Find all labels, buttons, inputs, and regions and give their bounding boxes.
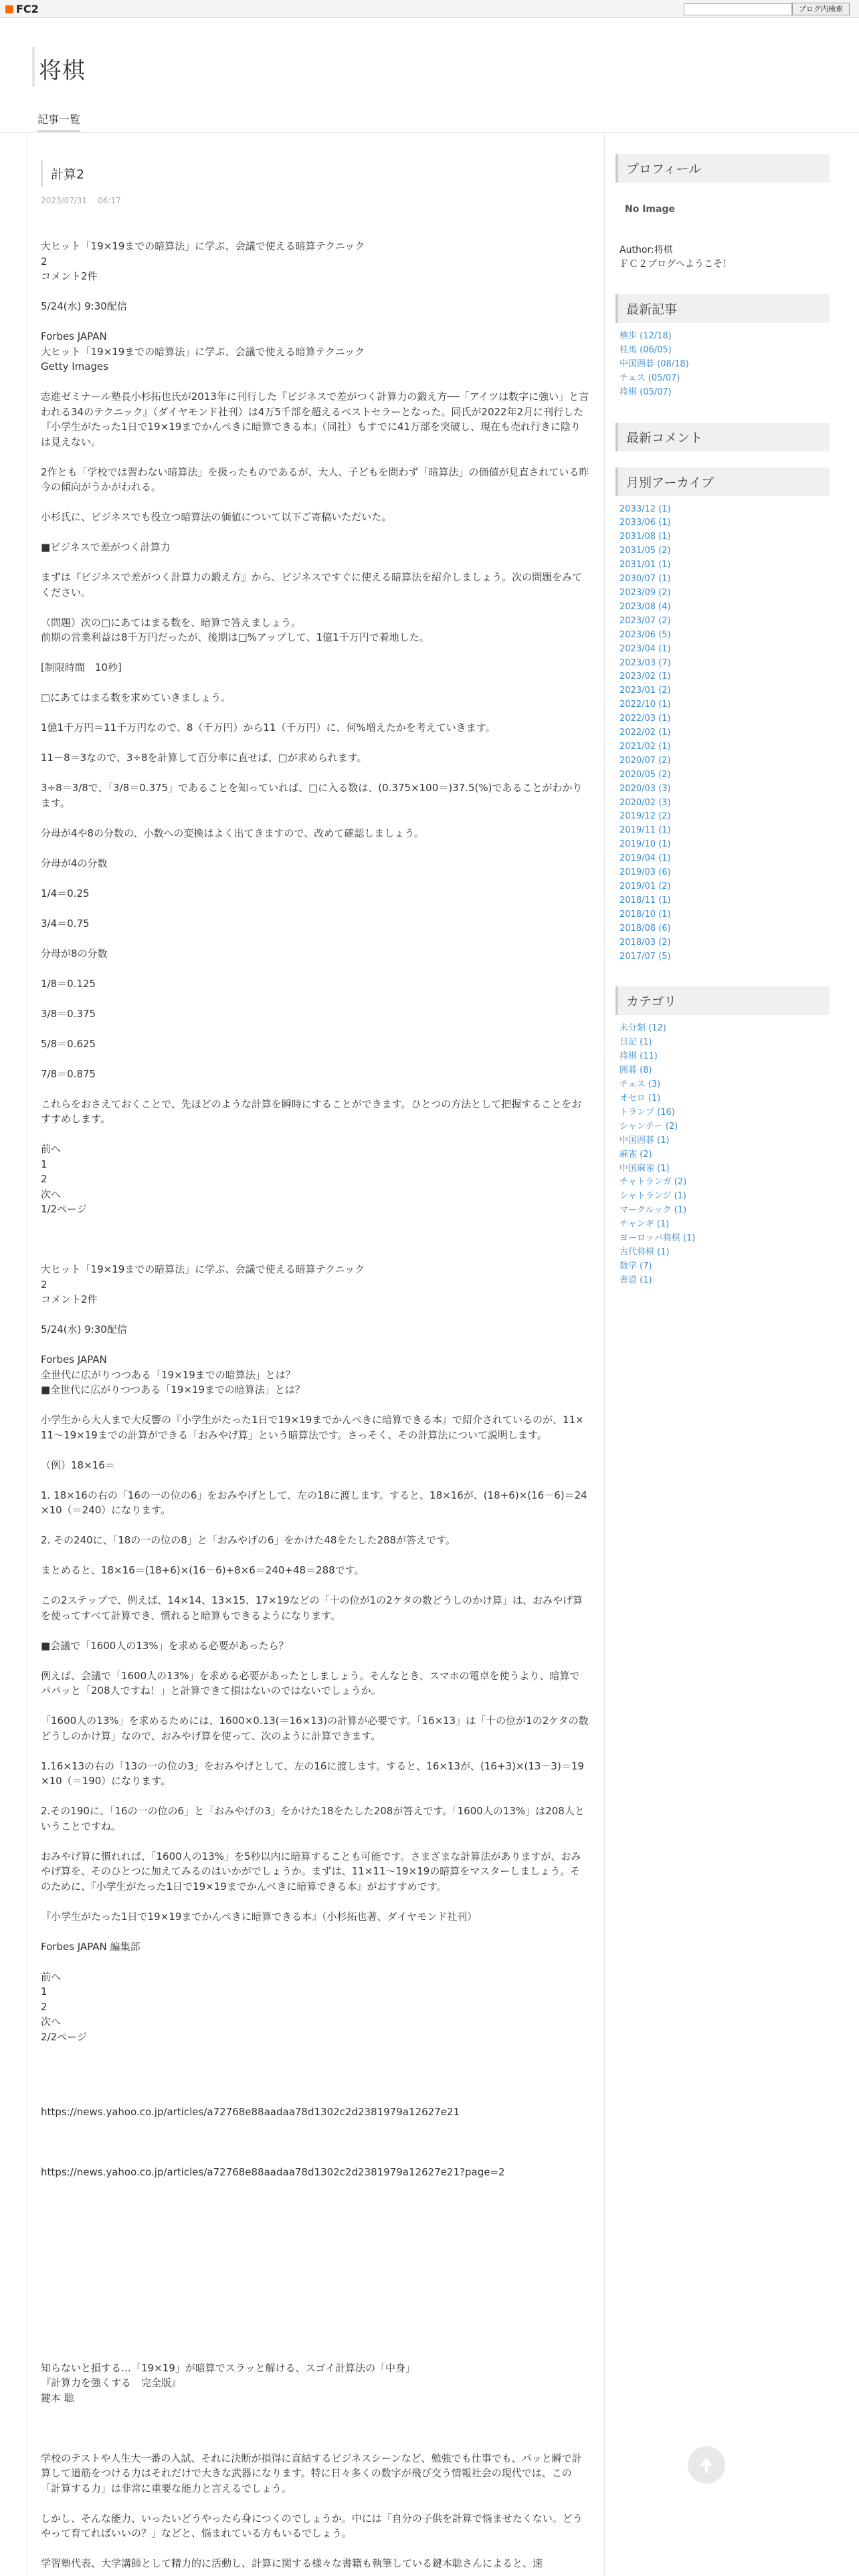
archive-link[interactable]: 2021/02 (1) xyxy=(619,741,671,752)
page-top-button[interactable] xyxy=(688,2446,725,2484)
entry-body-line xyxy=(41,1548,589,1564)
entry-body-line: 次へ xyxy=(41,1188,62,1200)
entry-body-line: 志進ゼミナール塾長小杉拓也氏が2013年に刊行した『ビジネスで差がつく計算力の鍛え方──「アイツは数字に強い」と言われる34のテクニック』（ダイヤモンド社刊）は4万5千部を超えるベストセラーとなった。同氏が2022年2月に刊行した『小学生がたった1日で19×19までかんぺきに暗算できる本』（同社）もすでに41万部を突破し、現在も売れ行きに陰りは見えない。 xyxy=(41,391,589,448)
entry-body-line: まとめると、18×16＝(18+6)×(16－6)+8×6＝240+48＝288です。 xyxy=(41,1564,365,1576)
entry-body-line xyxy=(41,449,589,465)
entry-body-line[interactable]: https://news.yahoo.co.jp/articles/a72768e88aadaa78d1302c2d2381979a12627e21 xyxy=(41,2106,460,2118)
entry-body-line: コメント2件 xyxy=(41,270,98,282)
entry-body-line: 学習塾代表、大学講師として精力的に活動し、計算に関する様々な書籍も執筆している鍵本聡さんによると、速 xyxy=(41,2557,543,2569)
entry-body-line xyxy=(41,811,589,826)
archive-link[interactable]: 2017/07 (5) xyxy=(619,951,671,962)
archive-link[interactable]: 2023/03 (7) xyxy=(619,657,671,668)
fc2-logo-icon xyxy=(5,5,13,13)
entry-body-line xyxy=(41,2436,589,2451)
category-link[interactable]: ヨーロッパ将棋 (1) xyxy=(619,1233,696,1244)
archive-link[interactable]: 2020/07 (2) xyxy=(619,755,671,766)
recent-entries-plugin xyxy=(615,294,830,407)
entry-body-line xyxy=(41,1247,589,1263)
entry-body-line: 2/2ページ xyxy=(41,2030,87,2043)
entry-body-line xyxy=(41,1337,589,1353)
entry-body-line xyxy=(41,841,589,856)
fc2-logo[interactable] xyxy=(5,3,39,15)
recent-entries-heading: 最新記事 xyxy=(615,294,830,323)
archive-link[interactable]: 2030/07 (1) xyxy=(619,574,671,584)
category-link[interactable]: 麻雀 (2) xyxy=(619,1149,652,1160)
entry-body-line: 3÷8＝3/8で、「3/8＝0.375」であることを知っていれば、□に入る数は、(0.375×100＝)37.5(%)であることがわかります。 xyxy=(41,782,583,809)
entry-body-line xyxy=(41,991,589,1006)
entry-body-line xyxy=(41,766,589,781)
recent-entry-link[interactable]: 将棋 (05/07) xyxy=(619,387,672,397)
entry-body-line: 全世代に広がりつつある「19×19までの暗算法」とは？ xyxy=(41,1368,296,1381)
entry-body-line: 3/8＝0.375 xyxy=(41,1007,96,1020)
entry-body-line: 前へ xyxy=(41,1970,62,1983)
entry-body-line: Getty Images xyxy=(41,360,109,372)
entry-body-line xyxy=(41,1699,589,1714)
entry-body-line: 小杉氏に、ビジネスでも役立つ暗算法の価値について以下ご寄稿いただいた。 xyxy=(41,511,392,523)
archive-link[interactable]: 2018/10 (1) xyxy=(619,909,671,920)
entry-body-line: 「1600人の13%」を求めるためには、1600×0.13(＝16×13)の計算が必要です。「16×13」は「十の位が1の2ケタの数どうしのかけ算」なので、おみやげ算を使って、次のように計算できます。 xyxy=(41,1715,589,1742)
archive-link[interactable]: 2031/08 (1) xyxy=(619,532,671,542)
entry-body-line xyxy=(41,2120,589,2135)
archive-link[interactable]: 2019/03 (6) xyxy=(619,867,671,878)
entry-body-line xyxy=(41,1834,589,1849)
category-list xyxy=(615,1015,830,1294)
archive-link[interactable]: 2033/12 (1) xyxy=(619,504,671,514)
entry-body-line xyxy=(41,2496,589,2511)
entry xyxy=(41,160,589,2571)
entry-body-line: まずは『ビジネスで差がつく計算力の鍛え方』から、ビジネスですぐに使える暗算法を紹介しましょう。次の問題をみてください。 xyxy=(41,571,583,599)
profile-welcome: ＦＣ２ブログへようこそ！ xyxy=(619,259,732,270)
category-link[interactable]: マークルック (1) xyxy=(619,1205,687,1216)
entry-body-line xyxy=(41,961,589,976)
archive-link[interactable]: 2019/12 (2) xyxy=(619,811,671,822)
entry-body-line: ■ビジネスで差がつく計算力 xyxy=(41,541,171,553)
entry-body-line xyxy=(41,374,589,390)
entry-body-line: 前期の営業利益は8千万円だったが、後期は□%アップして、1億1千万円で着地した。 xyxy=(41,631,430,643)
entry-body-line: 1 xyxy=(41,1985,47,1998)
blog-title[interactable]: 将棋 xyxy=(39,58,86,84)
entry-body xyxy=(41,239,589,2571)
recent-entries-list xyxy=(615,323,830,407)
entry-body-line xyxy=(41,2285,589,2300)
entry-body-line: これらをおさえておくことで、先ほどのような計算を瞬時にすることができます。ひとつの方法として把握することをおすすめします。 xyxy=(41,1097,582,1125)
entry-body-line: 3/4＝0.75 xyxy=(41,917,90,930)
category-plugin xyxy=(615,986,830,1294)
entry-body-line xyxy=(41,2405,589,2421)
entry-body-line xyxy=(41,1232,589,1247)
entry-body-line xyxy=(41,871,589,886)
category-link[interactable]: チェス (3) xyxy=(619,1079,661,1090)
entry-body-line: 分母が4や8の分数の、小数への変換はよく出てきますので、改めて確認しましょう。 xyxy=(41,827,425,839)
entry-date xyxy=(41,196,589,205)
entry-body-line xyxy=(41,600,589,615)
entry-body-line xyxy=(41,2044,589,2060)
entry-body-line: 分母が4の分数 xyxy=(41,857,108,869)
category-link[interactable]: チャンギ (1) xyxy=(619,1219,670,1230)
entry-body-line: 1. 18×16の右の「16の一の位の6」をおみやげとして、左の18に渡します。すると、18×16が、(18+6)×(16－6)＝24×10（＝240）になります。 xyxy=(41,1489,587,1516)
entry-body-line[interactable]: https://news.yahoo.co.jp/articles/a72768e88aadaa78d1302c2d2381979a12627e21?page=2 xyxy=(41,2166,505,2178)
category-link[interactable]: 将棋 (11) xyxy=(619,1051,658,1062)
entry-body-line: ■会議で「1600人の13%」を求める必要があったら？ xyxy=(41,1639,289,1652)
archive-link[interactable]: 2023/02 (1) xyxy=(619,671,671,682)
entry-body-line: 11－8＝3なので、3÷8を計算して百分率に直せば、□が求められます。 xyxy=(41,752,367,764)
entry-body-line: 2 xyxy=(41,1278,47,1291)
entry-body-line: 学校のテストや人生大一番の入試、それに決断が損得に直結するビジネスシーンなど、勉強でも仕事でも、パッと瞬で計算して道筋をつける力はそれだけで大きな武器になります。特に日々多くの数字が飛び交う情報社会の現代では、この「計算する力」は非常に重要な能力と言えるでしょう。 xyxy=(41,2452,582,2494)
fc2-logo-text: FC2 xyxy=(16,3,39,15)
entry-body-line: コメント2件 xyxy=(41,1293,98,1305)
entry-body-line xyxy=(41,2541,589,2557)
archive-link[interactable]: 2020/05 (2) xyxy=(619,769,671,780)
entry-body-line xyxy=(41,1051,589,1067)
entry-body-line xyxy=(41,1924,589,1939)
category-link[interactable]: 中国麻雀 (1) xyxy=(619,1163,670,1174)
entry-body-line: 2. その240に、「18の一の位の8」と「おみやげの6」をかけた48をたした288が答えです。 xyxy=(41,1534,456,1546)
recent-entry-link[interactable]: チェス (05/07) xyxy=(619,372,680,383)
category-link[interactable]: シャンチー (2) xyxy=(619,1121,678,1132)
archive-link[interactable]: 2019/11 (1) xyxy=(619,825,671,836)
entry-body-line xyxy=(41,2135,589,2150)
entry-body-line: Forbes JAPAN xyxy=(41,330,107,342)
entry-body-line: 知らないと損する…「19×19」が暗算でスラッと解ける、スゴイ計算法の「中身」 xyxy=(41,2361,415,2374)
category-link[interactable]: シャトランジ (1) xyxy=(619,1191,686,1202)
entry-body-line: Forbes JAPAN 編集部 xyxy=(41,1940,140,1953)
entry-body-line xyxy=(41,2150,589,2165)
entry-body-line xyxy=(41,1127,589,1142)
recent-comments-plugin xyxy=(615,423,830,451)
entry-body-line xyxy=(41,2255,589,2270)
profile-plugin xyxy=(615,154,830,278)
entry-body-line: 7/8＝0.875 xyxy=(41,1067,96,1080)
archive-link[interactable]: 2019/04 (1) xyxy=(619,853,671,864)
archive-link[interactable]: 2022/02 (1) xyxy=(619,728,671,738)
entry-body-line: （問題）次の□にあてはまる数を、暗算で答えましょう。 xyxy=(41,616,302,629)
entry-body-line: 5/24(水) 9:30配信 xyxy=(41,1323,127,1335)
archive-link[interactable]: 2019/01 (2) xyxy=(619,881,671,891)
entry-body-line: 例えば、会議で「1600人の13%」を求める必要があったとしましょう。そんなとき、スマホの電卓を使うより、暗算でパパッと「208人ですね！」と計算できて損はないのではないでしょうか。 xyxy=(41,1669,580,1697)
entry-body-line xyxy=(41,706,589,721)
archive-link[interactable]: 2022/03 (1) xyxy=(619,714,671,724)
entry-body-line xyxy=(41,1894,589,1909)
category-link[interactable]: 数学 (7) xyxy=(619,1261,652,1271)
entry-body-line: 2 xyxy=(41,1173,47,1185)
entry-body-line: 1/2ページ xyxy=(41,1203,87,1215)
category-link[interactable]: 日記 (1) xyxy=(619,1037,652,1048)
profile-heading: プロフィール xyxy=(615,154,830,183)
entry-body-line: 『小学生がたった1日で19×19までかんぺきに暗算できる本』（小杉拓也著、ダイヤモンド社刊） xyxy=(41,1910,478,1923)
entry-date-value: 2023/07/31 xyxy=(41,196,88,205)
entry-body-line xyxy=(41,1473,589,1488)
blog-header xyxy=(0,17,859,133)
entry-body-line xyxy=(41,2421,589,2436)
archive-link[interactable]: 2020/02 (3) xyxy=(619,797,671,808)
entry-body-line: 次へ xyxy=(41,2016,62,2028)
entry-body-line xyxy=(41,555,589,570)
entry-body-line: 1億1千万円＝11千万円なので、8（千万円）から11（千万円）に、何%増えたかを考えていきます。 xyxy=(41,722,496,734)
entry-body-line xyxy=(41,2195,589,2210)
blog-search-input[interactable] xyxy=(684,3,792,15)
entry-body-line: 2 xyxy=(41,255,47,267)
category-link[interactable]: トランプ (16) xyxy=(619,1107,675,1117)
archive-list xyxy=(615,496,830,971)
archive-link[interactable]: 2023/07 (2) xyxy=(619,615,671,626)
entry-time-value: 06:17 xyxy=(98,196,121,205)
entry-body-line xyxy=(41,736,589,751)
entry-body-line: □にあてはまる数を求めていきましょう。 xyxy=(41,691,231,704)
archive-link[interactable]: 2031/05 (2) xyxy=(619,546,671,556)
entry-body-line xyxy=(41,2074,589,2090)
archive-link[interactable]: 2022/10 (1) xyxy=(619,700,671,710)
archive-link[interactable]: 2018/03 (2) xyxy=(619,937,671,948)
entry-body-line: 1/4＝0.25 xyxy=(41,887,90,899)
entry-body-line: この2ステップで、例えば、14×14、13×15、17×19などの「十の位が1の2ケタの数どうしのかけ算」は、おみやげ算を使ってすべて計算でき、慣れると暗算もできるようになります。 xyxy=(41,1594,583,1622)
archive-plugin xyxy=(615,467,830,971)
recent-entry-link[interactable]: 中国囲碁 (08/18) xyxy=(619,358,689,369)
entry-body-line xyxy=(41,1789,589,1804)
fc2-top-bar xyxy=(0,0,859,18)
profile-no-image: No Image xyxy=(625,204,675,215)
entry-body-line xyxy=(41,1578,589,1594)
entry-body-line: 大ヒット「19×19までの暗算法」に学ぶ、会議で使える暗算テクニック xyxy=(41,345,365,358)
entry-body-line xyxy=(41,645,589,661)
entry-body-line: 『計算力を強くする 完全版』 xyxy=(41,2377,182,2389)
entry-body-line: 前へ xyxy=(41,1143,62,1155)
entry-body-line: ■全世代に広がりつつある「19×19までの暗算法」とは？ xyxy=(41,1384,305,1396)
archive-link[interactable]: 2023/01 (2) xyxy=(619,685,671,696)
archive-link[interactable]: 2023/06 (5) xyxy=(619,629,671,640)
entry-body-line: 1/8＝0.125 xyxy=(41,977,96,990)
archive-link[interactable]: 2019/10 (1) xyxy=(619,839,671,850)
category-link[interactable]: オセロ (1) xyxy=(619,1093,661,1103)
recent-entry-link[interactable]: 桂馬 (06/05) xyxy=(619,344,672,355)
entry-body-line xyxy=(41,1442,589,1458)
category-heading: カテゴリ xyxy=(615,986,830,1015)
entry-body-line xyxy=(41,1653,589,1669)
entry-body-line: 2作とも「学校では習わない暗算法」を扱ったものであるが、大人、子どもを問わず「暗算法」の価値が見直されている昨今の傾向がうかがわれる。 xyxy=(41,465,589,493)
entry-body-line xyxy=(41,2331,589,2346)
archive-heading: 月別アーカイブ xyxy=(615,467,830,496)
entry-body-line xyxy=(41,2225,589,2240)
entry-body-line xyxy=(41,525,589,540)
entry-body-line: 2 xyxy=(41,2000,47,2013)
main-column xyxy=(27,134,605,2576)
entry-body-line: 大ヒット「19×19までの暗算法」に学ぶ、会議で使える暗算テクニック xyxy=(41,240,365,252)
entry-body-line xyxy=(41,284,589,300)
archive-link[interactable]: 2018/11 (1) xyxy=(619,895,671,905)
entry-body-line xyxy=(41,1307,589,1323)
sidebar xyxy=(615,154,830,1311)
entry-body-line: 鍵本 聡 xyxy=(41,2391,74,2404)
entry-body-line xyxy=(41,901,589,916)
article-list-link[interactable]: 記事一覧 xyxy=(37,111,80,132)
entry-body-line: （例）18×16＝ xyxy=(41,1459,115,1471)
entry-body-line xyxy=(41,2090,589,2105)
category-link[interactable]: 囲碁 (8) xyxy=(619,1065,652,1076)
blog-search-button[interactable]: ブログ内検索 xyxy=(792,3,850,15)
category-link[interactable]: チャトランガ (2) xyxy=(619,1177,687,1188)
profile-author: Author:将棋 xyxy=(619,245,673,255)
archive-link[interactable]: 2033/06 (1) xyxy=(619,518,671,528)
archive-link[interactable]: 2020/03 (3) xyxy=(619,783,671,794)
entry-body-line: 5/24(水) 9:30配信 xyxy=(41,300,127,312)
entry-body-line: 1.16×13の右の「13の一の位の3」をおみやげとして、左の16に渡します。すると、16×13が、(16+3)×(13－3)＝19×10（＝190）になります。 xyxy=(41,1759,584,1787)
entry-body-line: 大ヒット「19×19までの暗算法」に学ぶ、会議で使える暗算テクニック xyxy=(41,1263,365,1275)
entry-body-line: 1 xyxy=(41,1158,47,1170)
recent-comments-heading: 最新コメント xyxy=(615,423,830,451)
entry-body-line: おみやげ算に慣れれば、「1600人の13%」を5秒以内に暗算することも可能です。さまざまな計算法がありますが、おみやげ算を、そのひとつに加えてみるのはいかがでしょうか。まずは、11×11～19×19の暗算をマスターしましょう。そのために、『小学生がたった1日で19×19までかんぺきに暗算できる本』がおすすめです。 xyxy=(41,1850,581,1893)
entry-body-line xyxy=(41,2060,589,2075)
entry-body-line xyxy=(41,2315,589,2331)
entry-body-line xyxy=(41,1398,589,1413)
title-accent-bar xyxy=(32,47,35,87)
category-link[interactable]: 未分類 (12) xyxy=(619,1023,666,1034)
entry-body-line xyxy=(41,2180,589,2195)
entry-body-line xyxy=(41,931,589,946)
entry-body-line: 2.その190に、「16の一の位の6」と「おみやげの3」をかけた18をたした208が答えです。「1600人の13%」は208人ということですね。 xyxy=(41,1805,585,1832)
archive-link[interactable]: 2023/08 (4) xyxy=(619,601,671,612)
entry-body-line xyxy=(41,314,589,330)
entry-body-line: Forbes JAPAN xyxy=(41,1354,107,1366)
entry-body-line xyxy=(41,2300,589,2316)
entry-body-line xyxy=(41,1021,589,1037)
entry-body-line xyxy=(41,1518,589,1533)
entry-body-line: 小学生から大人まで大反響の『小学生がたった1日で19×19までかんぺきに暗算できる本』で紹介されているのが、11×11～19×19までの計算ができる「おみやげ算」という暗算法です。さっそく、その計算法について説明します。 xyxy=(41,1414,584,1441)
entry-body-line xyxy=(41,1623,589,1638)
entry-body-line xyxy=(41,2210,589,2226)
entry-body-line xyxy=(41,2345,589,2361)
entry-title[interactable]: 計算2 xyxy=(41,160,589,187)
category-link[interactable]: 書道 (1) xyxy=(619,1275,652,1285)
category-link[interactable]: 中国囲碁 (1) xyxy=(619,1135,670,1146)
archive-link[interactable]: 2023/04 (1) xyxy=(619,643,671,654)
archive-link[interactable]: 2018/08 (6) xyxy=(619,923,671,934)
entry-body-line xyxy=(41,495,589,510)
entry-body-line xyxy=(41,1081,589,1097)
entry-body-line xyxy=(41,2240,589,2256)
entry-body-line xyxy=(41,1743,589,1759)
recent-entry-link[interactable]: 横歩 (12/18) xyxy=(619,331,672,341)
entry-body-line: [制限時間 10秒] xyxy=(41,661,122,673)
entry-body-line xyxy=(41,675,589,691)
entry-body-line xyxy=(41,1217,589,1232)
category-link[interactable]: 古代将棋 (1) xyxy=(619,1247,670,1257)
entry-body-line: 5/8＝0.625 xyxy=(41,1037,96,1050)
archive-link[interactable]: 2023/09 (2) xyxy=(619,587,671,598)
entry-body-line: 分母が8の分数 xyxy=(41,947,108,960)
entry-body-line: しかし、そんな能力、いったいどうやったら身につくのでしょうか。中には「自分の子供を計算で悩ませたくない。どうやって育てればいいの？」などと、悩まれている方もいるでしょう。 xyxy=(41,2512,583,2539)
entry-body-line xyxy=(41,1954,589,1969)
entry-body-line xyxy=(41,2270,589,2286)
archive-link[interactable]: 2031/01 (1) xyxy=(619,560,671,570)
